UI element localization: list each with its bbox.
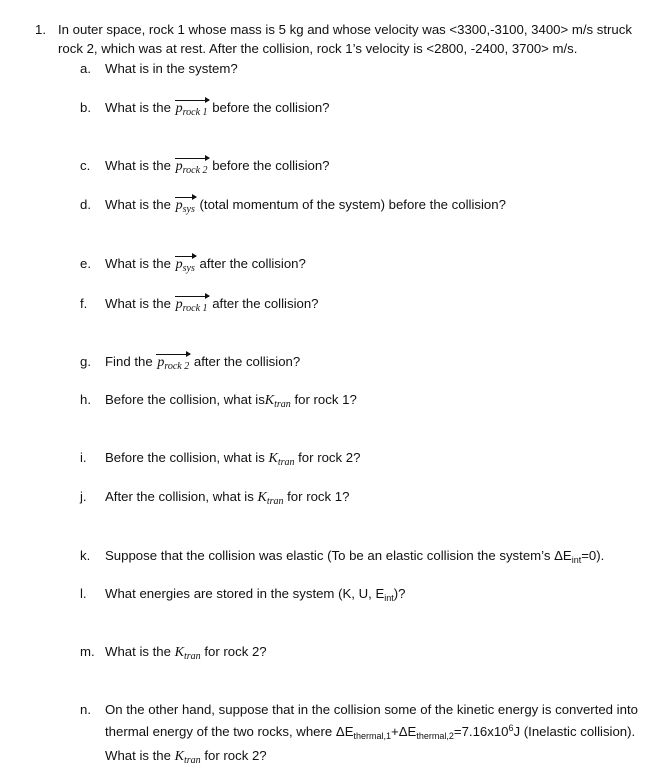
part-n-line-1: On the other hand, suppose that in the collision some of the kinetic energy is converted into [105, 702, 638, 717]
kinetic-energy-symbol: $K_{tran}$ [264, 393, 291, 410]
part-n-line-2: thermal energy of the two rocks, where $\Delta E_{thermal,1}+\Delta E_{thermal,2}=7.16x10^6J$ (Inelastic collision). [105, 723, 636, 741]
part-text: What is the $K_{tran}$ for rock 2? [105, 644, 267, 662]
part-letter: n. [80, 702, 91, 717]
part-text [105, 700, 660, 770]
intro-line-1: In outer space, rock 1 whose mass is 5 kg and whose velocity was <3300,-3100, 3400> m/s struck [58, 22, 632, 37]
momentum-vector-symbol: $p_{rock 1}$ [175, 99, 209, 122]
part-letter: k. [80, 548, 91, 563]
part-text: What is the $p_{rock 1}$ after the collision? [105, 294, 660, 318]
part-letter: f. [80, 296, 88, 311]
intro-line-2: rock 2, which was at rest. After the collision, rock 1’s velocity is <2800, -2400, 3700> m/s. [58, 41, 578, 56]
part-letter: c. [80, 158, 91, 173]
momentum-vector-symbol: $p_{sys}$ [175, 255, 196, 278]
part-letter: h. [80, 392, 91, 407]
part-text: Before the collision, what isK$_{tran}$ for rock 1? [105, 392, 357, 410]
momentum-vector-symbol: $p_{sys}$ [175, 196, 196, 219]
part-letter: g. [80, 354, 91, 369]
part-text: Suppose that the collision was elastic (To be an elastic collision the system’s $\Delta E_{int}=0$). [105, 548, 605, 565]
part-text: Before the collision, what is $K_{tran}$ for rock 2? [105, 450, 361, 468]
part-text: What is the $p_{rock 2}$ before the collision? [105, 156, 660, 180]
momentum-vector-symbol: $p_{rock 1}$ [175, 295, 209, 318]
part-letter: j. [80, 489, 87, 504]
kinetic-energy-symbol: $K_{tran}$ [174, 645, 201, 662]
part-letter: l. [80, 586, 87, 601]
part-text: What is the $p_{sys}$ after the collision? [105, 254, 660, 278]
kinetic-energy-symbol: $K_{tran}$ [268, 451, 295, 468]
part-text: What energies are stored in the system (K, U, $E_{int}$)? [105, 586, 406, 603]
part-letter: i. [80, 450, 87, 465]
momentum-vector-symbol: $p_{rock 2}$ [175, 157, 209, 180]
kinetic-energy-symbol: $K_{tran}$ [174, 749, 201, 766]
part-letter: a. [80, 61, 91, 76]
part-text: After the collision, what is $K_{tran}$ for rock 1? [105, 489, 350, 507]
part-text: What is the $p_{sys}$ (total momentum of the system) before the collision? [105, 195, 660, 219]
part-text: Find the $p_{rock 2}$ after the collision? [105, 352, 660, 376]
part-letter: d. [80, 197, 91, 212]
question-intro [58, 20, 658, 58]
part-letter: m. [80, 644, 95, 659]
part-letter: e. [80, 256, 91, 271]
part-text: What is the $p_{rock 1}$ before the collision? [105, 98, 660, 122]
part-n-line-3: What is the $K_{tran}$ for rock 2? [105, 748, 267, 766]
part-letter: b. [80, 100, 91, 115]
kinetic-energy-symbol: $K_{tran}$ [257, 490, 284, 507]
part-text: What is in the system? [105, 61, 238, 76]
momentum-vector-symbol: $p_{rock 2}$ [156, 353, 190, 376]
question-number: 1. [35, 22, 46, 37]
